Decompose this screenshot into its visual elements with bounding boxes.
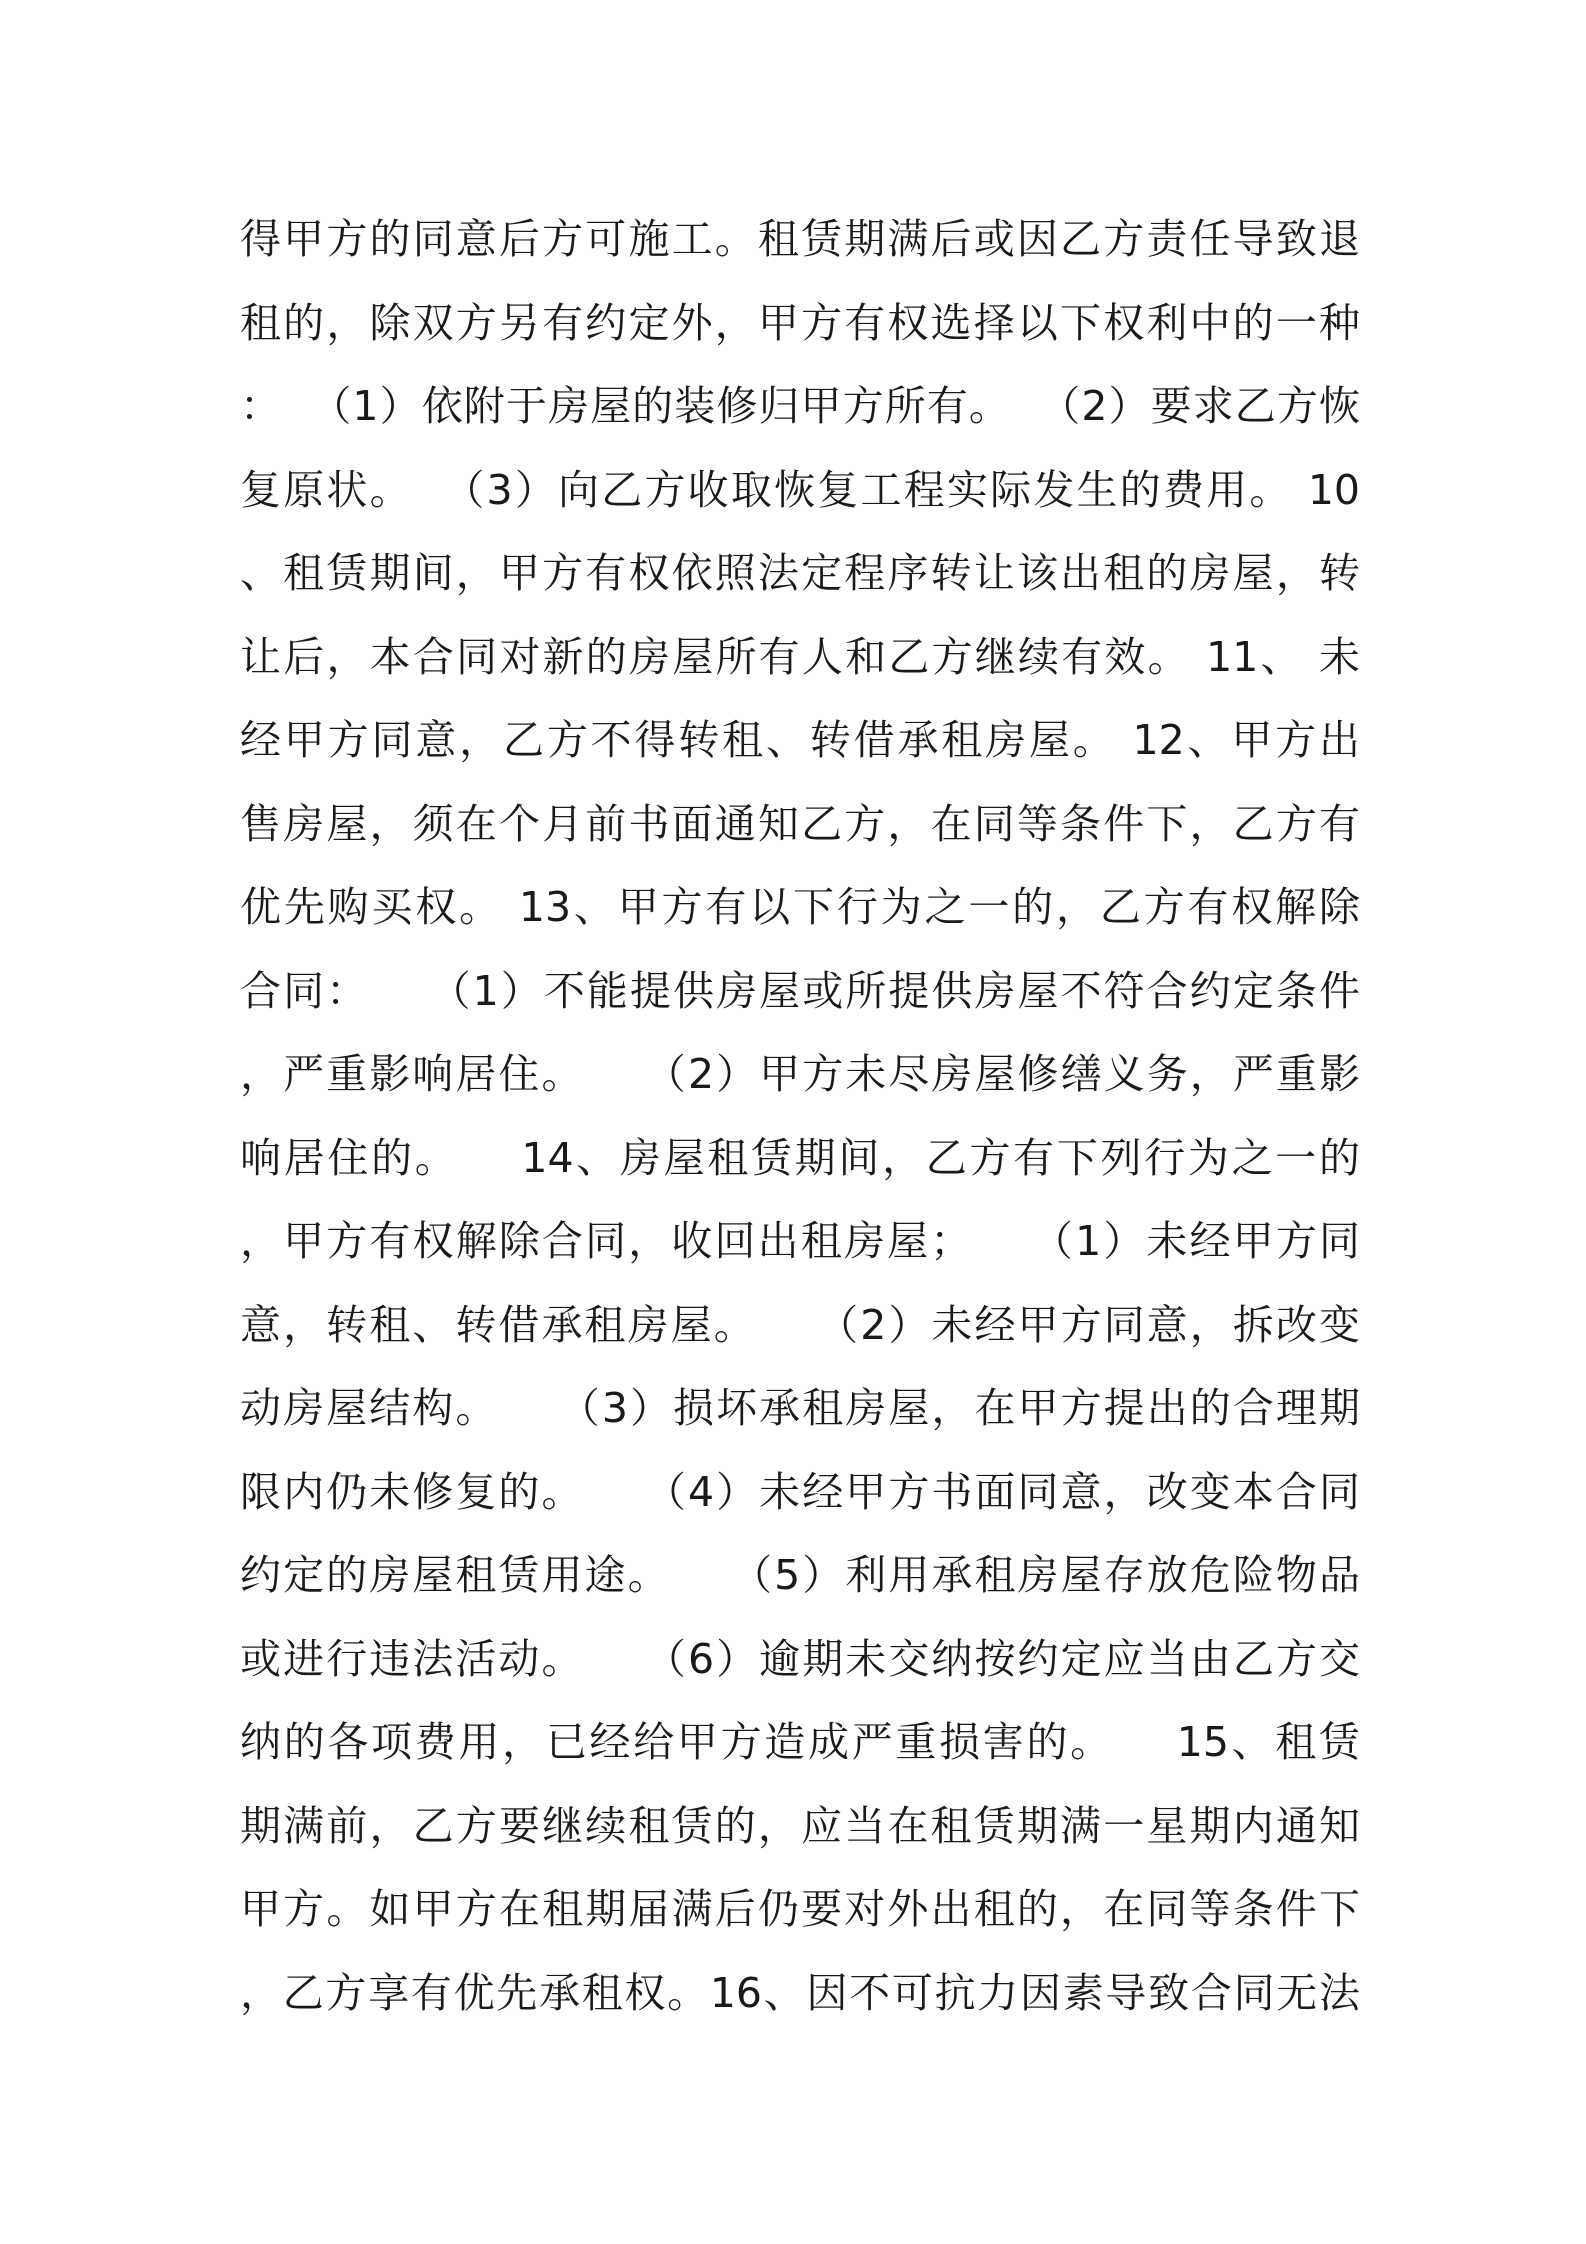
text-line-4: 复原状。 （3）向乙方收取恢复工程实际发生的费用。 10 xyxy=(240,465,1360,514)
text-line-15: 动房屋结构。 （3）损坏承租房屋，在甲方提出的合理期 xyxy=(240,1384,1360,1432)
text-line-16: 限内仍未修复的。 （4）未经甲方书面同意，改变本合同 xyxy=(240,1467,1360,1516)
text-line-11: ，严重影响居住。 （2）甲方未尽房屋修缮义务，严重影 xyxy=(240,1050,1360,1098)
text-line-5: 、租赁期间，甲方有权依照法定程序转让该出租的房屋，转 xyxy=(240,549,1360,597)
text-line-9: 优先购买权。 13、甲方有以下行为之一的，乙方有权解除 xyxy=(240,883,1360,931)
text-line-20: 期满前，乙方要继续租赁的，应当在租赁期满一星期内通知 xyxy=(240,1801,1360,1850)
text-line-6: 让后，本合同对新的房屋所有人和乙方继续有效。 11、 未 xyxy=(240,632,1360,681)
text-line-1: 得甲方的同意后方可施工。租赁期满后或因乙方责任导致退 xyxy=(240,215,1360,263)
text-line-7: 经甲方同意，乙方不得转租、转借承租房屋。 12、甲方出 xyxy=(240,716,1360,764)
text-line-13: ，甲方有权解除合同，收回出租房屋； （1）未经甲方同 xyxy=(240,1217,1360,1265)
text-line-17: 约定的房屋租赁用途。 （5）利用承租房屋存放危险物品 xyxy=(240,1551,1360,1599)
text-line-18: 或进行违法活动。 （6）逾期未交纳按约定应当由乙方交 xyxy=(240,1634,1360,1683)
text-line-19: 纳的各项费用，已经给甲方造成严重损害的。 15、租赁 xyxy=(240,1718,1360,1766)
text-line-22: ，乙方享有优先承租权。16、因不可抗力因素导致合同无法 xyxy=(240,1968,1360,2017)
contract-text-block xyxy=(240,198,1360,2035)
text-line-8: 售房屋，须在个月前书面通知乙方，在同等条件下，乙方有 xyxy=(240,799,1360,848)
text-line-3: ： （1）依附于房屋的装修归甲方所有。 （2）要求乙方恢 xyxy=(240,382,1360,430)
text-line-14: 意，转租、转借承租房屋。 （2）未经甲方同意，拆改变 xyxy=(240,1300,1360,1349)
text-line-21: 甲方。如甲方在租期届满后仍要对外出租的，在同等条件下 xyxy=(240,1885,1360,1933)
text-line-12: 响居住的。 14、房屋租赁期间，乙方有下列行为之一的 xyxy=(240,1133,1360,1182)
text-line-10: 合同： （1）不能提供房屋或所提供房屋不符合约定条件 xyxy=(240,966,1360,1015)
text-line-2: 租的，除双方另有约定外，甲方有权选择以下权利中的一种 xyxy=(240,298,1360,347)
